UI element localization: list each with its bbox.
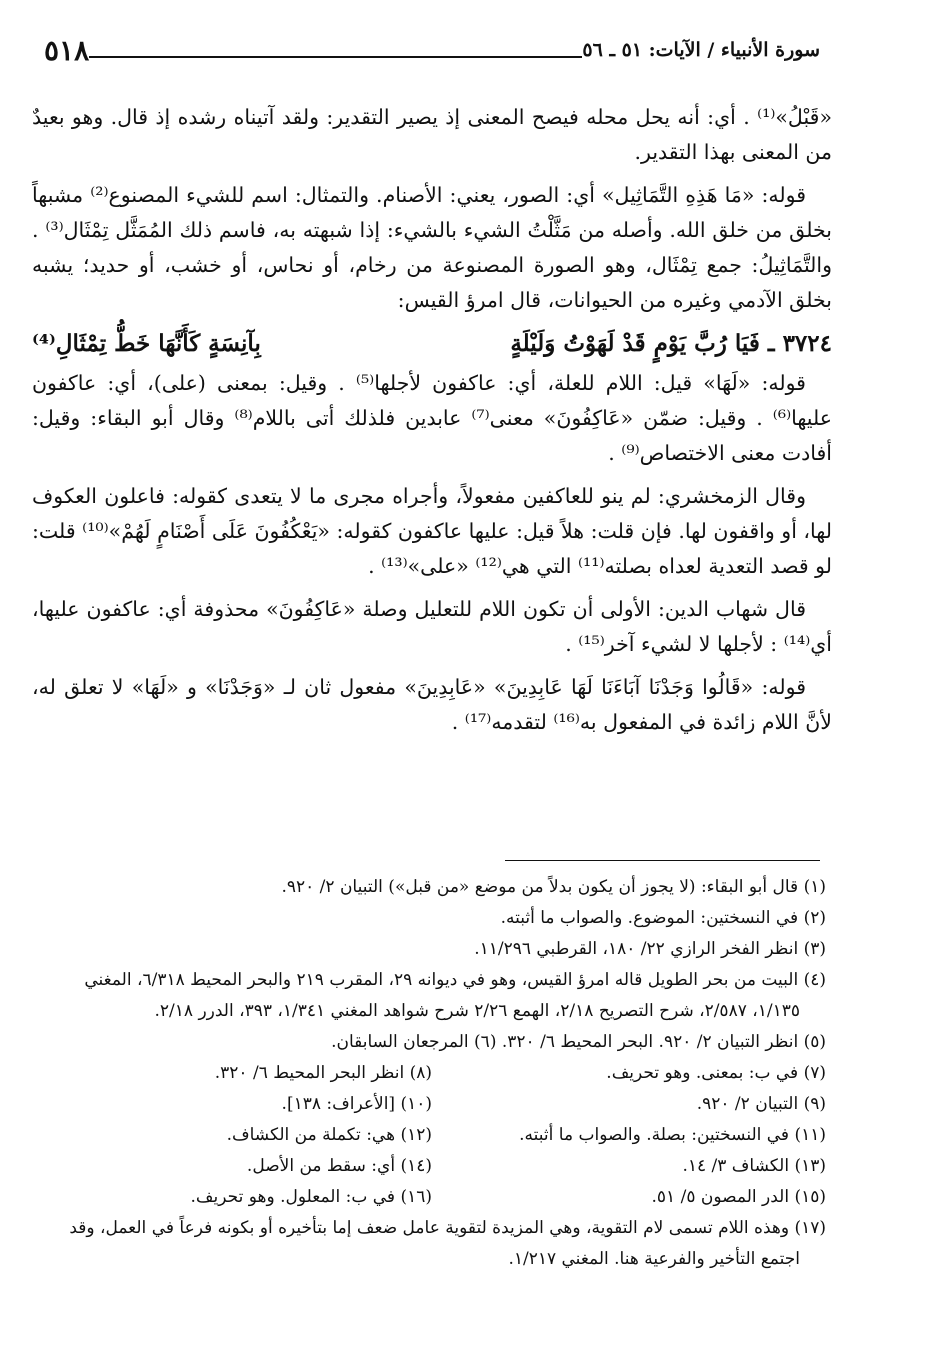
footnote: (٢) في النسختين: الموضوع. والصواب ما أثبته.	[500, 908, 826, 928]
footnote: (١٠) [الأعراف: ١٣٨].	[281, 1094, 432, 1114]
footnote: (٣) انظر الفخر الرازي ٢٢/ ١٨٠، القرطبي ١١/٢٩٦.	[474, 939, 826, 959]
footnote: (٤) البيت من بحر الطويل قاله امرؤ القيس، وهو في ديوانه ٢٩، المقرب ٢١٩ والبحر المحيط ٦/٣١٨، المغني ١/١٣٥، ٢/٥٨٧، شرح التصريح ٢/١٨، الهمع ٢/٢٦ شرح شواهد المغني ١/٣٤١، ٣٩٣، الدرر ٢/١٨.	[84, 970, 826, 1021]
verse-first-hemistich: ٣٧٢٤ ـ فَيَا رُبَّ يَوْمٍ قَدْ لَهَوْتُ وَلَيْلَةٍ	[510, 330, 832, 357]
footnote: (١٤) أي: سقط من الأصل.	[246, 1156, 432, 1176]
page-number: ٥١٨	[44, 33, 90, 67]
footnote-row	[38, 1058, 826, 1089]
footnote: (١١) في النسختين: بصلة. والصواب ما أثبته.	[519, 1125, 826, 1145]
paragraph: قوله: «قَالُوا وَجَدْنَا آبَاءَنَا لَهَا عَابِدِينَ» «عَابِدِينَ» مفعول ثان لـ «وَجَدْنَا» و «لَهَا» لا تعلق له، لأنَّ اللام زائدة في المفعول به⁽¹⁶⁾ لتقدمه⁽¹⁷⁾ .	[32, 675, 832, 734]
footnote: (١٦) في ب: المعلول. وهو تحريف.	[190, 1187, 432, 1207]
footnotes	[38, 872, 826, 1275]
paragraph: وقال الزمخشري: لم ينو للعاكفين مفعولاً، وأجراه مجرى ما لا يتعدى كقوله: فاعلون العكوف لها، أو واقفون لها. فإن قلت: هلاً قيل: عليها عاكفون كقوله: «يَعْكُفُونَ عَلَى أَصْنَامٍ لَهُمْ»⁽¹⁰⁾ قلت: لو قصد التعدية لعداه بصلته⁽¹¹⁾ التي هي⁽¹²⁾ «على»⁽¹³⁾ .	[32, 484, 832, 578]
footnote-row	[38, 1120, 826, 1151]
running-title: سورة الأنبياء / الآيات: ٥١ ـ ٥٦	[582, 39, 820, 61]
footnote-separator	[505, 860, 820, 861]
footnote: (١) قال أبو البقاء: (لا يجوز أن يكون بدلاً من موضع «من قبل») التبيان ٢/ ٩٢٠.	[281, 877, 826, 897]
footnote: (١٣) الكشاف ٣/ ١٤.	[682, 1156, 826, 1176]
footnote: (١٥) الدر المصون ٥/ ٥١.	[651, 1187, 826, 1207]
footnote: (١٧) وهذه اللام تسمى لام التقوية، وهي المزيدة لتقوية عامل ضعف إما بتأخيره أو بكونه فرعاً في العمل، وقد اجتمع التأخير والفرعية هنا. المغني ١/٢١٧.	[69, 1218, 826, 1269]
paragraph: قوله: «لَهَا» قيل: اللام للعلة، أي: عاكفون لأجلها⁽⁵⁾ . وقيل: بمعنى (على)، أي: عاكفون عليها⁽⁶⁾ . وقيل: ضمّن «عَاكِفُونَ» معنى⁽⁷⁾ عابدين فلذلك أتى باللام⁽⁸⁾ وقال أبو البقاء: وقيل: أفادت معنى الاختصاص⁽⁹⁾ .	[32, 371, 832, 465]
footnote-row	[38, 1151, 826, 1182]
verse-second-hemistich: بِآنِسَةٍ كَأَنَّهَا خَطُّ تِمْثَالِ⁽⁴⁾	[32, 330, 261, 357]
footnote: (٧) في ب: بمعنى. وهو تحريف.	[606, 1063, 826, 1083]
footnote: (١٢) هي: تكملة من الكشاف.	[226, 1125, 432, 1145]
footnote: (٨) انظر البحر المحيط ٦/ ٣٢٠.	[214, 1063, 432, 1083]
footnote-row	[38, 1089, 826, 1120]
footnote-row	[38, 1182, 826, 1213]
page-header	[30, 30, 830, 70]
paragraph: «قَبْلُ»⁽¹⁾ . أي: أنه يحل محله فيصح المعنى إذ يصير التقدير: ولقد آتيناه رشده إذ قال. وهو بعيدٌ من المعنى بهذا التقدير.	[32, 105, 832, 164]
footnote: (٩) التبيان ٢/ ٩٢٠.	[696, 1094, 826, 1114]
paragraph: قال شهاب الدين: الأولى أن تكون اللام للتعليل وصلة «عَاكِفُونَ» محذوفة أي: عاكفون عليها، أي⁽¹⁴⁾ : لأجلها لا لشيء آخر⁽¹⁵⁾ .	[32, 597, 832, 656]
main-text	[32, 100, 832, 748]
header-rule	[89, 56, 582, 58]
poetry-verse	[32, 326, 832, 362]
paragraph: قوله: «مَا هَذِهِ التَّمَاثِيل» أي: الصور، يعني: الأصنام. والتمثال: اسم للشيء المصنوع⁽²⁾ مشبهاً بخلق من خلق الله. وأصله من مَثَّلْتُ الشيء بالشيء: إذا شبهته به، فاسم ذلك المُمَثَّل تِمْثَال⁽³⁾ . والتَّمَاثِيلُ: جمع تِمْثَال، وهو الصورة المصنوعة من رخام، أو نحاس، أو خشب، أو حديد؛ يشبه بخلق الآدمي وغيره من الحيوانات، قال امرؤ القيس:	[32, 183, 832, 312]
footnote: (٥) انظر التبيان ٢/ ٩٢٠. البحر المحيط ٦/ ٣٢٠. (٦) المرجعان السابقان.	[331, 1032, 826, 1052]
